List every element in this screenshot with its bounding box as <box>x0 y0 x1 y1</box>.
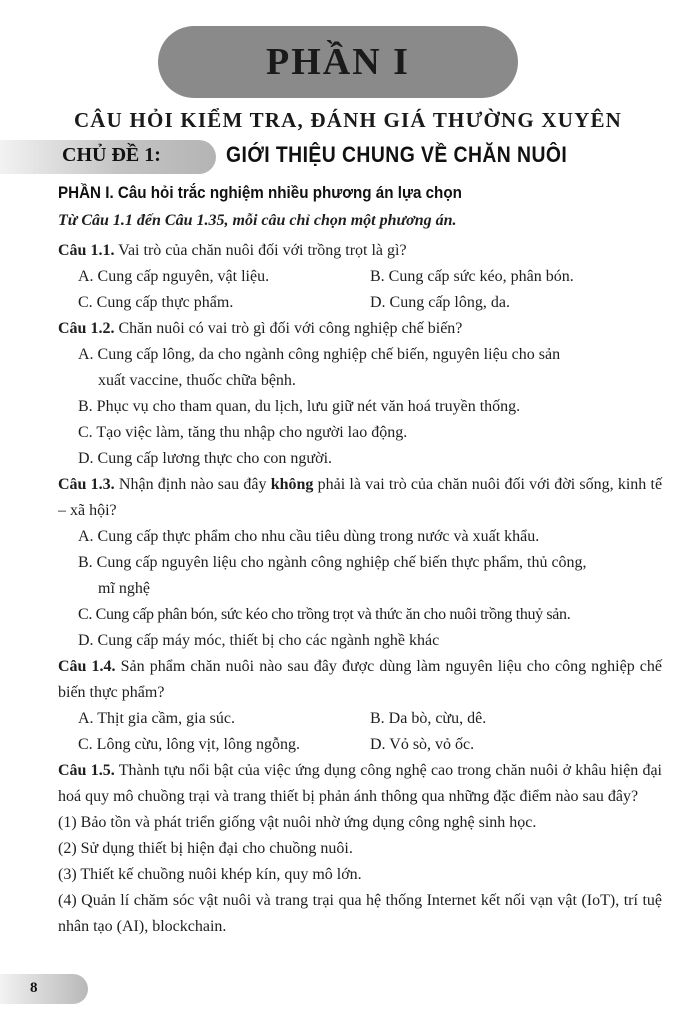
question-text: Vai trò của chăn nuôi đối với trồng trọt là gì? <box>118 242 407 259</box>
question-number: Câu 1.3. <box>58 476 115 493</box>
question-list <box>58 238 662 940</box>
option-d: D. Cung cấp máy móc, thiết bị cho các ngành nghề khác <box>78 632 440 649</box>
option-d: D. Cung cấp lương thực cho con người. <box>78 450 333 467</box>
part-heading: PHẦN I. Câu hỏi trắc nghiệm nhiều phương án lựa chọn <box>58 184 462 202</box>
question-number: Câu 1.2. <box>58 320 115 337</box>
instruction: Từ Câu 1.1 đến Câu 1.35, mỗi câu chỉ chọn một phương án. <box>58 212 457 229</box>
question-1-5 <box>58 758 662 940</box>
topic-title: GIỚI THIỆU CHUNG VỀ CHĂN NUÔI <box>226 142 568 167</box>
option-a-continued: xuất vaccine, thuốc chữa bệnh. <box>98 372 296 389</box>
option-b: B. Phục vụ cho tham quan, du lịch, lưu giữ nét văn hoá truyền thống. <box>78 398 521 415</box>
page-number-tab <box>0 974 88 1004</box>
question-number: Câu 1.4. <box>58 658 116 675</box>
page-number: 8 <box>30 980 38 996</box>
question-text: Chăn nuôi có vai trò gì đối với công nghiệp chế biến? <box>118 320 463 337</box>
statement-3: (3) Thiết kế chuồng nuôi khép kín, quy mô lớn. <box>58 866 362 883</box>
question-text-emphasis: không <box>270 476 314 493</box>
statement-1: (1) Bảo tồn và phát triển giống vật nuôi nhờ ứng dụng công nghệ sinh học. <box>58 814 537 831</box>
option-c: C. Cung cấp thực phẩm. <box>78 294 234 311</box>
statement-2: (2) Sử dụng thiết bị hiện đại cho chuồng nuôi. <box>58 840 353 857</box>
question-text: Sản phẩm chăn nuôi nào sau đây được dùng làm nguyên liệu cho công nghiệp chế biến thực phẩm? <box>58 658 663 701</box>
option-b-continued: mĩ nghệ <box>98 580 150 597</box>
question-1-4 <box>58 654 662 758</box>
option-b: B. Cung cấp nguyên liệu cho ngành công nghiệp chế biến thực phẩm, thủ công, <box>78 554 587 571</box>
option-b: B. Cung cấp sức kéo, phân bón. <box>370 268 574 285</box>
part-title: PHẦN I <box>266 41 410 83</box>
option-c: C. Cung cấp phân bón, sức kéo cho trồng trọt và thức ăn cho nuôi trồng thuỷ sản. <box>78 606 571 623</box>
option-a: A. Cung cấp nguyên, vật liệu. <box>78 268 270 285</box>
option-b: B. Da bò, cừu, dê. <box>370 710 487 727</box>
topic-bar <box>0 138 696 176</box>
question-text-start: Nhận định nào sau đây <box>118 476 267 493</box>
question-1-3 <box>58 472 662 654</box>
option-a: A. Thịt gia cầm, gia súc. <box>78 710 235 727</box>
option-a: A. Cung cấp thực phẩm cho nhu cầu tiêu dùng trong nước và xuất khẩu. <box>78 528 540 545</box>
option-d: D. Cung cấp lông, da. <box>370 294 510 311</box>
question-1-2 <box>58 316 662 472</box>
question-number: Câu 1.5. <box>58 762 115 779</box>
topic-label: CHỦ ĐỀ 1: <box>62 144 161 166</box>
question-number: Câu 1.1. <box>58 242 115 259</box>
question-1-1 <box>58 238 662 316</box>
question-text-end: phải là vai trò của chăn nuôi đối với đời sống, kinh tế – xã hội? <box>58 476 663 519</box>
option-c: C. Tạo việc làm, tăng thu nhập cho người lao động. <box>78 424 408 441</box>
statement-4: (4) Quản lí chăm sóc vật nuôi và trang trại qua hệ thống Internet kết nối vạn vật (IoT), trí tuệ nhân tạo (AI), blockchain. <box>58 892 662 935</box>
option-a: A. Cung cấp lông, da cho ngành công nghiệp chế biến, nguyên liệu cho sản <box>78 346 561 363</box>
question-text: Thành tựu nổi bật của việc ứng dụng công nghệ cao trong chăn nuôi ở khâu hiện đại hoá quy mô chuồng trại và trang thiết bị phản ánh thông qua những đặc điểm nào sau đây? <box>58 762 662 805</box>
part-banner <box>158 26 518 98</box>
section-title: CÂU HỎI KIỂM TRA, ĐÁNH GIÁ THƯỜNG XUYÊN <box>73 108 623 132</box>
option-c: C. Lông cừu, lông vịt, lông ngỗng. <box>78 736 300 753</box>
option-d: D. Vỏ sò, vỏ ốc. <box>370 736 475 753</box>
